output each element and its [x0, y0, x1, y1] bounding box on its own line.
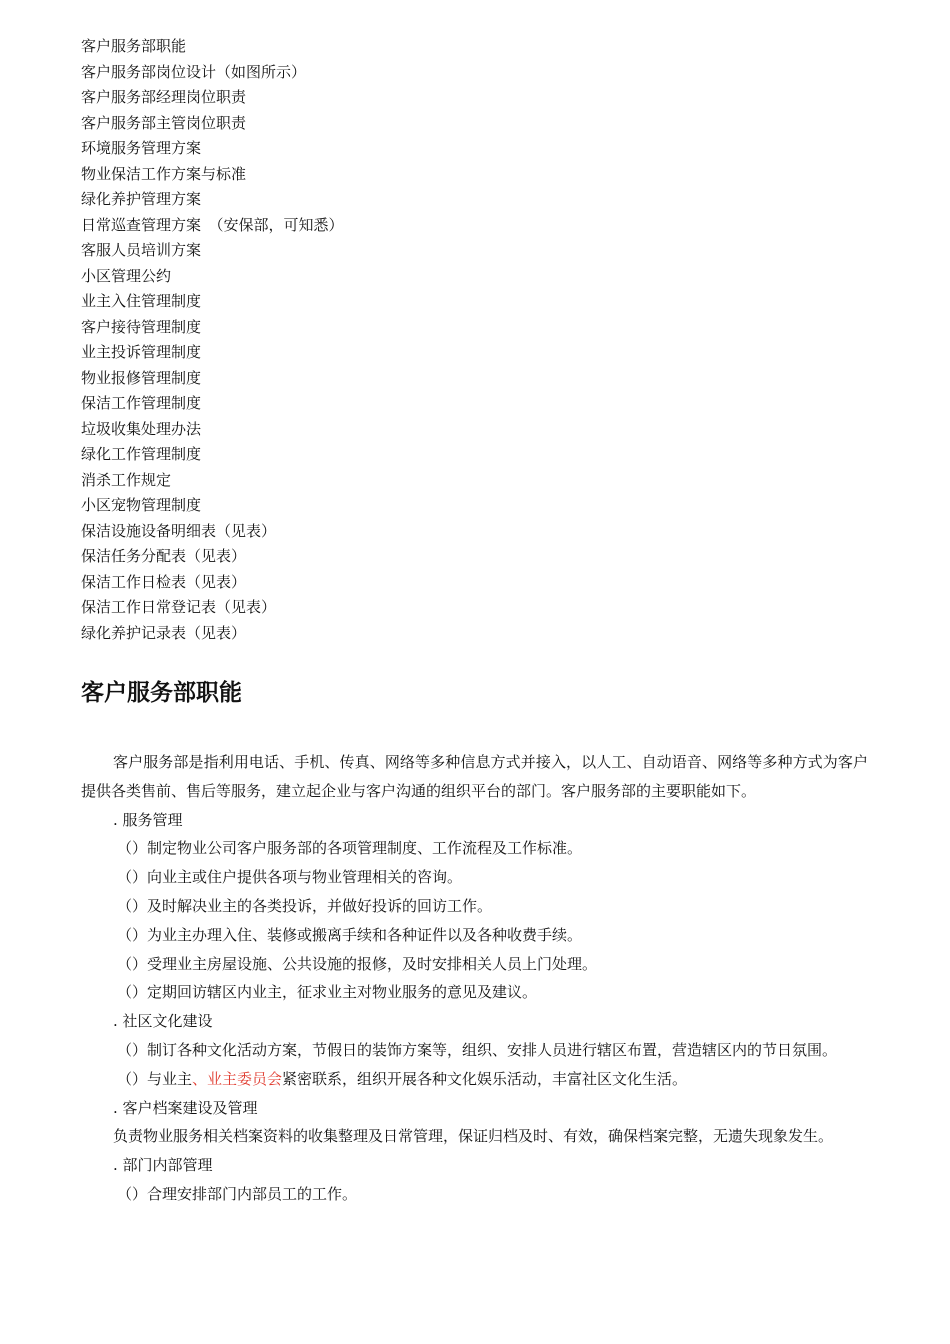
toc-item[interactable]: 日常巡查管理方案 （安保部，可知悉） [81, 215, 344, 234]
toc-item[interactable]: 保洁工作日检表（见表） [81, 572, 247, 591]
toc-item[interactable]: 客户接待管理制度 [81, 317, 202, 336]
toc-item[interactable]: 客户服务部职能 [81, 37, 187, 55]
subheading-customer-archives: . 客户档案建设及管理 [113, 1098, 258, 1117]
section-heading: 客户服务部职能 [81, 680, 242, 706]
toc-item[interactable]: 环境服务管理方案 [81, 139, 202, 157]
list-item: （）定期回访辖区内业主，征求业主对物业服务的意见及建议。 [117, 983, 538, 1002]
list-item: （）受理业主房屋设施、公共设施的报修，及时安排相关人员上门处理。 [117, 954, 598, 973]
list-item [81, 1065, 868, 1094]
subheading-internal-management: . 部门内部管理 [113, 1156, 213, 1175]
toc-item[interactable]: 消杀工作规定 [81, 470, 172, 489]
list-item-text: （）与业主 [117, 1069, 193, 1088]
toc-item[interactable]: 业主入住管理制度 [81, 292, 202, 310]
toc-item[interactable]: 保洁工作日常登记表（见表） [81, 598, 277, 616]
list-item: （）制定物业公司客户服务部的各项管理制度、工作流程及工作标准。 [117, 839, 583, 858]
toc-item[interactable]: 保洁工作管理制度 [81, 394, 202, 412]
highlighted-text: 、业主委员会 [192, 1069, 283, 1088]
archive-paragraph: 负责物业服务相关档案资料的收集整理及日常管理，保证归档及时、有效，确保档案完整，无遗失现象发生。 [113, 1127, 834, 1146]
toc-item[interactable]: 绿化工作管理制度 [81, 445, 202, 463]
toc-item[interactable]: 物业报修管理制度 [81, 368, 202, 387]
toc-item[interactable]: 绿化养护记录表（见表） [81, 623, 247, 642]
toc-item[interactable]: 小区管理公约 [81, 266, 172, 285]
list-item: （）为业主办理入住、装修或搬离手续和各种证件以及各种收费手续。 [117, 925, 583, 944]
toc-item[interactable]: 小区宠物管理制度 [81, 496, 202, 514]
subheading-service-management: . 服务管理 [113, 810, 183, 829]
table-of-contents [81, 34, 868, 646]
toc-item[interactable]: 客服人员培训方案 [81, 241, 202, 259]
toc-item[interactable]: 客户服务部岗位设计（如图所示） [81, 62, 307, 81]
toc-item[interactable]: 保洁任务分配表（见表） [81, 547, 247, 565]
list-item-text: 紧密联系，组织开展各种文化娱乐活动，丰富社区文化生活。 [282, 1069, 688, 1088]
section-body [81, 748, 868, 1209]
toc-item[interactable]: 客户服务部主管岗位职责 [81, 113, 247, 132]
subheading-community-culture: . 社区文化建设 [113, 1012, 213, 1031]
toc-item[interactable]: 业主投诉管理制度 [81, 343, 202, 361]
list-item: （）向业主或住户提供各项与物业管理相关的咨询。 [117, 868, 463, 887]
toc-item[interactable]: 垃圾收集处理办法 [81, 419, 202, 438]
list-item: （）制订各种文化活动方案，节假日的装饰方案等，组织、安排人员进行辖区布置，营造辖区内的节日氛围。 [117, 1040, 838, 1059]
toc-item[interactable]: 物业保洁工作方案与标准 [81, 164, 247, 183]
toc-item[interactable]: 保洁设施设备明细表（见表） [81, 521, 277, 540]
toc-item[interactable]: 客户服务部经理岗位职责 [81, 88, 247, 106]
list-item: （）合理安排部门内部员工的工作。 [117, 1184, 358, 1203]
list-item: （）及时解决业主的各类投诉，并做好投诉的回访工作。 [117, 896, 493, 915]
toc-item[interactable]: 绿化养护管理方案 [81, 190, 202, 208]
intro-paragraph: 客户服务部是指利用电话、手机、传真、网络等多种信息方式并接入，以人工、自动语音、网络等多种方式为客户提供各类售前、售后等服务，建立起企业与客户沟通的组织平台的部门。客户服务部的主要职能如下。 [81, 753, 868, 800]
